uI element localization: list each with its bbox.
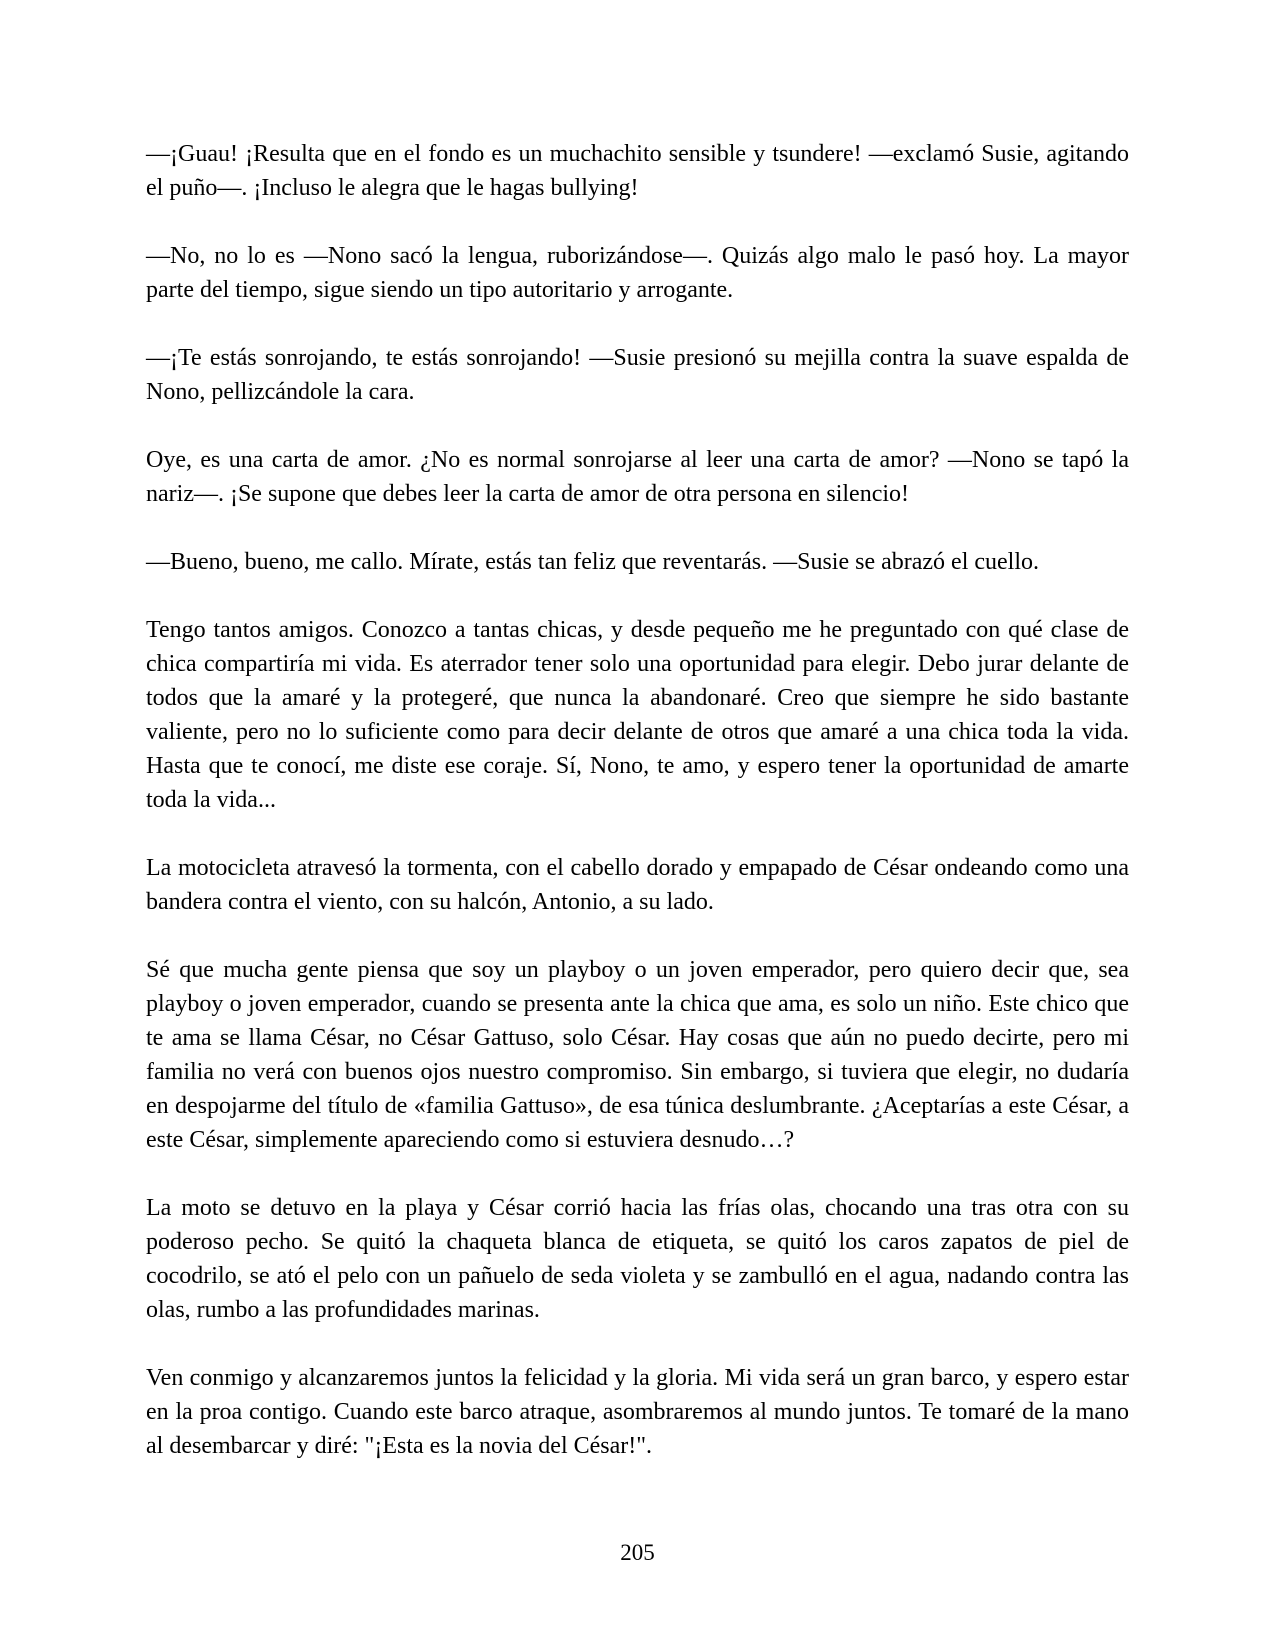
paragraph-4: Oye, es una carta de amor. ¿No es normal sonrojarse al leer una carta de amor? —Nono se tapó la nariz—. ¡Se supone que debes leer la carta de amor de otra persona en silencio! [146, 447, 1129, 507]
paragraph-6: Tengo tantos amigos. Conozco a tantas chicas, y desde pequeño me he preguntado con qué clase de chica compartiría mi vida. Es aterrador tener solo una oportunidad para elegir. Debo jurar delante de todos que la amaré y la protegeré, que nunca la abandonaré. Creo que siempre he sido bastante valiente, pero no lo suficiente como para decir delante de otros que amaré a una chica toda la vida. Hasta que te conocí, me diste ese coraje. Sí, Nono, te amo, y espero tener la oportunidad de amarte toda la vida... [146, 617, 1129, 813]
paragraph-5: —Bueno, bueno, me callo. Mírate, estás tan feliz que reventarás. —Susie se abrazó el cuello. [146, 549, 1040, 575]
paragraph-7: La motocicleta atravesó la tormenta, con el cabello dorado y empapado de César ondeando como una bandera contra el viento, con su halcón, Antonio, a su lado. [146, 855, 1129, 915]
paragraph-1: —¡Guau! ¡Resulta que en el fondo es un muchachito sensible y tsundere! —exclamó Susie, agitando el puño—. ¡Incluso le alegra que le hagas bullying! [146, 141, 1129, 201]
page-text-block [146, 137, 1129, 1497]
paragraph-10: Ven conmigo y alcanzaremos juntos la felicidad y la gloria. Mi vida será un gran barco, y espero estar en la proa contigo. Cuando este barco atraque, asombraremos al mundo juntos. Te tomaré de la mano al desembarcar y diré: "¡Esta es la novia del César!". [146, 1365, 1129, 1459]
paragraph-8: Sé que mucha gente piensa que soy un playboy o un joven emperador, pero quiero decir que, sea playboy o joven emperador, cuando se presenta ante la chica que ama, es solo un niño. Este chico que te ama se llama César, no César Gattuso, solo César. Hay cosas que aún no puedo decirte, pero mi familia no verá con buenos ojos nuestro compromiso. Sin embargo, si tuviera que elegir, no dudaría en despojarme del título de «familia Gattuso», de esa túnica deslumbrante. ¿Aceptarías a este César, a este César, simplemente apareciendo como si estuviera desnudo…? [146, 957, 1129, 1153]
page-number: 205 [620, 1540, 655, 1565]
paragraph-3: —¡Te estás sonrojando, te estás sonrojando! —Susie presionó su mejilla contra la suave espalda de Nono, pellizcándole la cara. [146, 345, 1129, 405]
paragraph-2: —No, no lo es —Nono sacó la lengua, ruborizándose—. Quizás algo malo le pasó hoy. La mayor parte del tiempo, sigue siendo un tipo autoritario y arrogante. [146, 243, 1129, 303]
paragraph-9: La moto se detuvo en la playa y César corrió hacia las frías olas, chocando una tras otra con su poderoso pecho. Se quitó la chaqueta blanca de etiqueta, se quitó los caros zapatos de piel de cocodrilo, se ató el pelo con un pañuelo de seda violeta y se zambulló en el agua, nadando contra las olas, rumbo a las profundidades marinas. [146, 1195, 1129, 1323]
